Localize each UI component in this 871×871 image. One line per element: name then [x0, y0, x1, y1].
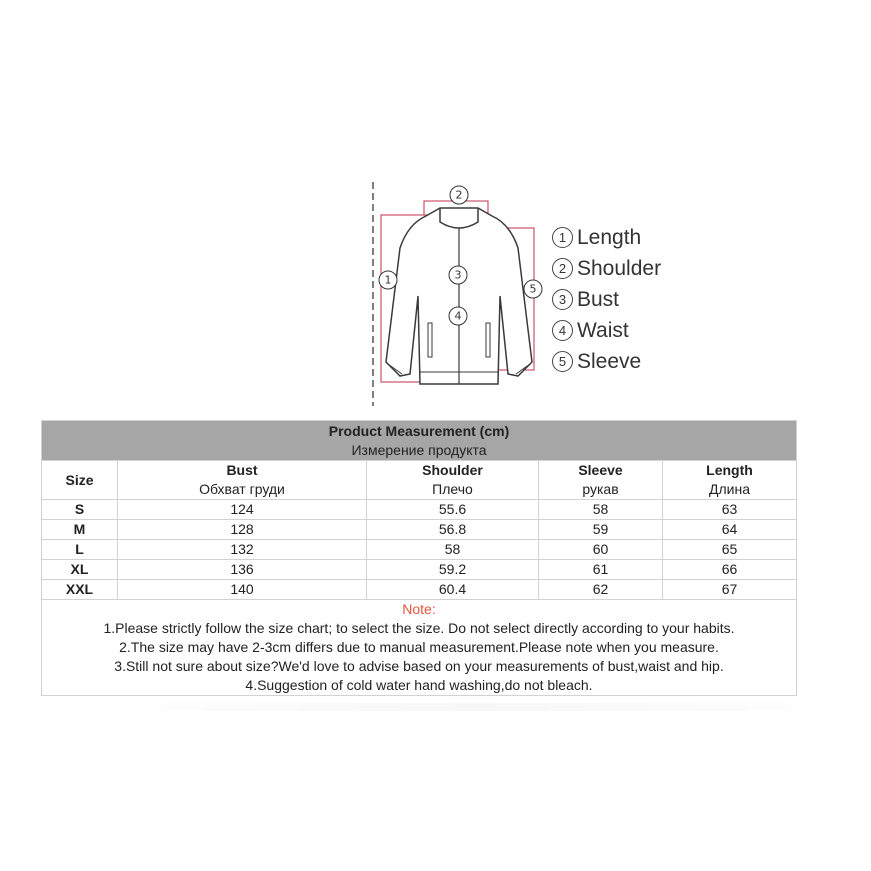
- cell-size: L: [42, 540, 118, 560]
- header-shoulder-label: Shoulder: [422, 462, 483, 478]
- header-shoulder: [367, 461, 539, 500]
- cell-sleeve: 60: [539, 540, 663, 560]
- notes-row: [42, 600, 797, 696]
- legend-item-sleeve: [552, 346, 661, 377]
- cell-sleeve: 62: [539, 580, 663, 600]
- size-chart-table: [41, 420, 797, 696]
- table-header-row: [42, 461, 797, 500]
- cell-shoulder: 58: [367, 540, 539, 560]
- legend-item-waist: [552, 315, 661, 346]
- table-title: Product Measurement (cm): [328, 423, 510, 439]
- marker-5-text: 5: [529, 282, 537, 296]
- header-bust: [118, 461, 367, 500]
- header-length-label: Length: [706, 462, 753, 478]
- cell-length: 66: [663, 560, 797, 580]
- cell-size: S: [42, 500, 118, 520]
- header-sleeve: [539, 461, 663, 500]
- cell-bust: 128: [118, 520, 367, 540]
- header-bust-label: Bust: [226, 462, 258, 478]
- header-length-label-ru: Длина: [709, 481, 750, 497]
- legend-label: Shoulder: [577, 256, 662, 280]
- table-title-cell: [42, 421, 797, 461]
- header-size-label: Size: [65, 471, 94, 488]
- legend-number: 4: [552, 320, 573, 341]
- marker-3-text: 3: [454, 268, 462, 282]
- legend-label: Waist: [577, 318, 629, 342]
- header-bust-label-ru: Обхват груди: [199, 481, 285, 497]
- cell-size: XL: [42, 560, 118, 580]
- legend-item-length: [552, 222, 661, 253]
- table-row: [42, 540, 797, 560]
- cell-sleeve: 58: [539, 500, 663, 520]
- jacket-illustration: [366, 178, 546, 408]
- cell-bust: 136: [118, 560, 367, 580]
- cell-sleeve: 61: [539, 560, 663, 580]
- decorative-shadow: [80, 703, 870, 711]
- cell-length: 63: [663, 500, 797, 520]
- cell-bust: 124: [118, 500, 367, 520]
- table-row: [42, 500, 797, 520]
- legend-number: 1: [552, 227, 573, 248]
- legend-label: Bust: [577, 287, 620, 311]
- cell-shoulder: 56.8: [367, 520, 539, 540]
- legend-label: Sleeve: [577, 349, 642, 373]
- table-title-row: [42, 421, 797, 461]
- table-subtitle-ru: Измерение продукта: [351, 442, 487, 458]
- legend-number: 2: [552, 258, 573, 279]
- measurement-legend: [552, 222, 661, 377]
- table-row: [42, 520, 797, 540]
- cell-length: 67: [663, 580, 797, 600]
- table-row: [42, 580, 797, 600]
- legend-item-shoulder: [552, 253, 661, 284]
- header-sleeve-label: Sleeve: [578, 462, 623, 478]
- marker-4-text: 4: [454, 309, 462, 323]
- cell-shoulder: 59.2: [367, 560, 539, 580]
- legend-label: Length: [577, 225, 642, 249]
- note-label: Note:: [402, 601, 436, 617]
- cell-shoulder: 55.6: [367, 500, 539, 520]
- marker-1-text: 1: [384, 273, 392, 287]
- header-sleeve-label-ru: рукав: [582, 481, 619, 497]
- notes-cell: [42, 600, 797, 696]
- cell-size: XXL: [42, 580, 118, 600]
- cell-bust: 140: [118, 580, 367, 600]
- header-shoulder-label-ru: Плечо: [432, 481, 473, 497]
- note-line-3: 3.Still not sure about size?We'd love to advise based on your measurements of bust,waist and hip.: [114, 658, 724, 674]
- cell-shoulder: 60.4: [367, 580, 539, 600]
- jacket-measurement-diagram: [366, 178, 546, 408]
- cell-length: 65: [663, 540, 797, 560]
- cell-length: 64: [663, 520, 797, 540]
- legend-number: 5: [552, 351, 573, 372]
- cell-sleeve: 59: [539, 520, 663, 540]
- note-line-4: 4.Suggestion of cold water hand washing,do not bleach.: [245, 677, 593, 693]
- marker-2-text: 2: [455, 188, 463, 202]
- legend-number: 3: [552, 289, 573, 310]
- header-size: [42, 461, 118, 500]
- header-length: [663, 461, 797, 500]
- cell-size: M: [42, 520, 118, 540]
- note-line-2: 2.The size may have 2-3cm differs due to manual measurement.Please note when you measure.: [119, 639, 719, 655]
- table-row: [42, 560, 797, 580]
- note-line-1: 1.Please strictly follow the size chart; to select the size. Do not select directly according to your habits.: [103, 620, 735, 636]
- cell-bust: 132: [118, 540, 367, 560]
- legend-item-bust: [552, 284, 661, 315]
